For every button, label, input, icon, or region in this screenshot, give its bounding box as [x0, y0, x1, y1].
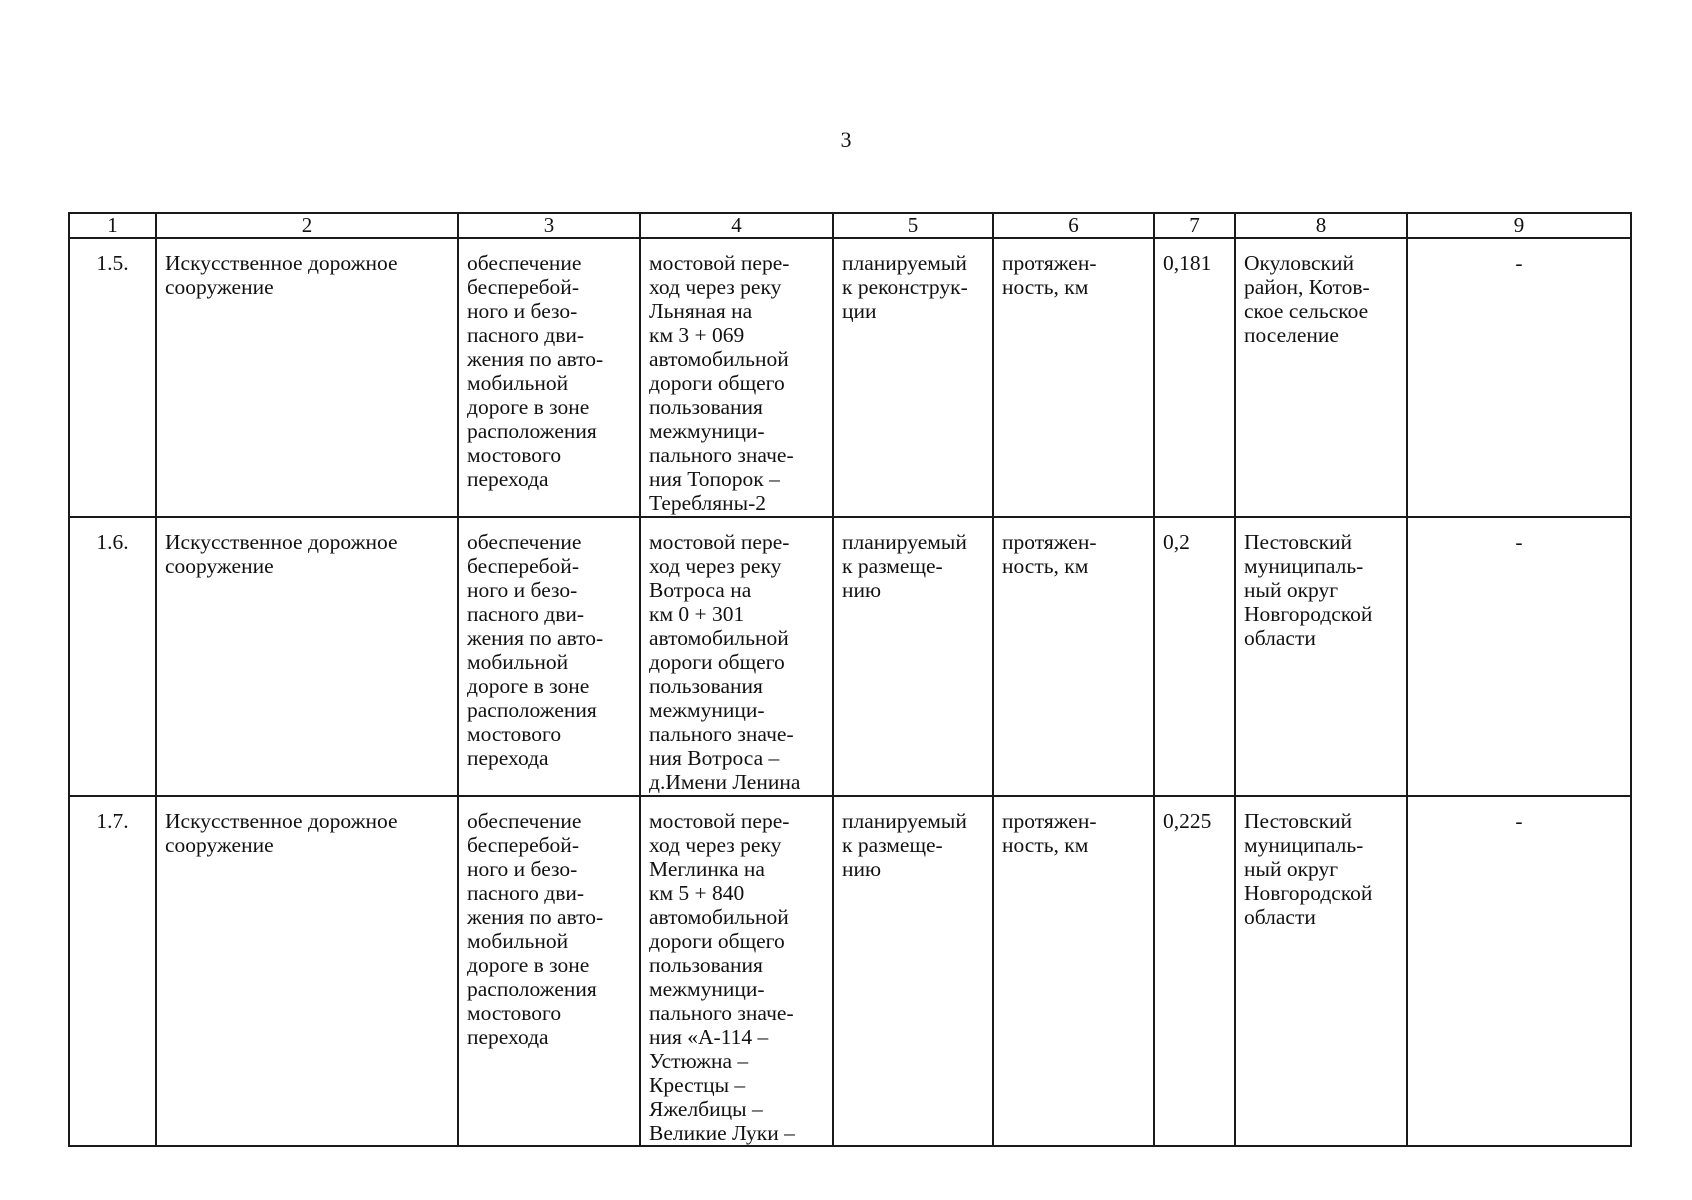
purpose-line: расположения: [467, 698, 597, 722]
table-row: [69, 238, 1631, 517]
location-line: Устюжна –: [649, 1049, 749, 1073]
object-name-cell: [156, 796, 458, 1146]
location-line: Крестцы –: [649, 1073, 746, 1097]
purpose-line: мобильной: [467, 371, 569, 395]
location-line: межмуници-: [649, 698, 765, 722]
purpose-cell: [458, 238, 640, 517]
location-line: межмуници-: [649, 419, 765, 443]
purpose-line: расположения: [467, 419, 597, 443]
location-line: ход через реку: [649, 275, 782, 299]
location-line: ход через реку: [649, 833, 782, 857]
object-name-line: сооружение: [165, 833, 274, 857]
purpose-line: жения по авто-: [467, 905, 604, 929]
object-name-line: Искусственное дорожное: [165, 251, 398, 275]
purpose-line: мобильной: [467, 650, 569, 674]
location-line: пального значе-: [649, 722, 794, 746]
purpose-line: дороге в зоне: [467, 674, 590, 698]
characteristic-line: ность, км: [1002, 275, 1089, 299]
area-line: район, Котов-: [1244, 275, 1370, 299]
area-line: Пестовский: [1244, 809, 1353, 833]
status-cell: [833, 238, 993, 517]
page-number: 3: [840, 127, 852, 152]
location-line: Теребляны-2: [649, 491, 767, 515]
status-line: к реконструк-: [842, 275, 968, 299]
location-line: пального значе-: [649, 443, 794, 467]
location-line: км 3 + 069: [649, 323, 745, 347]
table-row: [69, 517, 1631, 796]
area-line: области: [1244, 626, 1316, 650]
document-table: [68, 212, 1632, 1147]
location-line: Льняная на: [649, 299, 753, 323]
area-line: ское сельское: [1244, 299, 1369, 323]
status-cell: [833, 517, 993, 796]
value-cell: 0,225: [1154, 796, 1235, 1146]
object-name-line: Искусственное дорожное: [165, 530, 398, 554]
characteristic-cell: [993, 238, 1154, 517]
purpose-line: перехода: [467, 1025, 549, 1049]
table-row: [69, 796, 1631, 1146]
purpose-line: обеспечение: [467, 251, 582, 275]
purpose-line: дороге в зоне: [467, 395, 590, 419]
status-line: нию: [842, 578, 882, 602]
area-line: Новгородской: [1244, 602, 1373, 626]
area-line: ный округ: [1244, 857, 1339, 881]
object-name-cell: [156, 238, 458, 517]
area-line: поселение: [1244, 323, 1339, 347]
purpose-line: бесперебой-: [467, 275, 579, 299]
location-line: ния Вотроса –: [649, 746, 780, 770]
characteristic-line: протяжен-: [1002, 251, 1097, 275]
location-line: Великие Луки –: [649, 1121, 795, 1145]
purpose-line: мобильной: [467, 929, 569, 953]
location-line: ход через реку: [649, 554, 782, 578]
location-line: Яжелбицы –: [649, 1097, 763, 1121]
column-header: 6: [993, 213, 1154, 238]
location-line: пользования: [649, 953, 763, 977]
area-cell: [1235, 238, 1407, 517]
purpose-cell: [458, 517, 640, 796]
purpose-line: перехода: [467, 746, 549, 770]
purpose-line: обеспечение: [467, 530, 582, 554]
characteristic-cell: [993, 517, 1154, 796]
table-header-row: [69, 213, 1631, 238]
location-cell: [640, 517, 833, 796]
location-line: межмуници-: [649, 977, 765, 1001]
column-header: 5: [833, 213, 993, 238]
location-line: ния Топорок –: [649, 467, 780, 491]
value-cell: 0,2: [1154, 517, 1235, 796]
area-line: Пестовский: [1244, 530, 1353, 554]
area-line: Новгородской: [1244, 881, 1373, 905]
location-cell: [640, 238, 833, 517]
purpose-line: обеспечение: [467, 809, 582, 833]
location-line: автомобильной: [649, 347, 789, 371]
purpose-line: пасного дви-: [467, 881, 585, 905]
area-line: ный округ: [1244, 578, 1339, 602]
status-cell: [833, 796, 993, 1146]
area-line: муниципаль-: [1244, 554, 1364, 578]
area-line: муниципаль-: [1244, 833, 1364, 857]
purpose-line: перехода: [467, 467, 549, 491]
location-line: Меглинка на: [649, 857, 765, 881]
location-line: пального значе-: [649, 1001, 794, 1025]
location-line: автомобильной: [649, 626, 789, 650]
location-line: км 5 + 840: [649, 881, 745, 905]
purpose-line: ного и безо-: [467, 299, 578, 323]
column-header: 8: [1235, 213, 1407, 238]
zone-cell: -: [1407, 238, 1631, 517]
status-line: к размеще-: [842, 833, 943, 857]
characteristic-cell: [993, 796, 1154, 1146]
characteristic-line: ность, км: [1002, 833, 1089, 857]
value-cell: 0,181: [1154, 238, 1235, 517]
area-line: Окуловский: [1244, 251, 1354, 275]
location-line: ния «А-114 –: [649, 1025, 769, 1049]
status-line: планируемый: [842, 809, 967, 833]
row-number-cell: 1.5.: [69, 238, 156, 517]
location-line: мостовой пере-: [649, 809, 790, 833]
purpose-line: пасного дви-: [467, 602, 585, 626]
characteristic-line: протяжен-: [1002, 809, 1097, 833]
location-line: дороги общего: [649, 929, 785, 953]
purpose-line: бесперебой-: [467, 833, 579, 857]
location-line: мостовой пере-: [649, 251, 790, 275]
row-number-cell: 1.6.: [69, 517, 156, 796]
object-name-line: сооружение: [165, 275, 274, 299]
purpose-line: бесперебой-: [467, 554, 579, 578]
purpose-line: ного и безо-: [467, 578, 578, 602]
purpose-line: жения по авто-: [467, 347, 604, 371]
area-cell: [1235, 517, 1407, 796]
purpose-line: жения по авто-: [467, 626, 604, 650]
characteristic-line: ность, км: [1002, 554, 1089, 578]
purpose-line: мостового: [467, 443, 562, 467]
object-name-line: сооружение: [165, 554, 274, 578]
location-line: км 0 + 301: [649, 602, 745, 626]
column-header: 9: [1407, 213, 1631, 238]
status-line: к размеще-: [842, 554, 943, 578]
location-line: Вотроса на: [649, 578, 752, 602]
column-header: 1: [69, 213, 156, 238]
location-line: мостовой пере-: [649, 530, 790, 554]
area-cell: [1235, 796, 1407, 1146]
location-cell: [640, 796, 833, 1146]
location-line: дороги общего: [649, 650, 785, 674]
status-line: ции: [842, 299, 877, 323]
object-name-cell: [156, 517, 458, 796]
purpose-line: расположения: [467, 977, 597, 1001]
zone-cell: -: [1407, 796, 1631, 1146]
status-line: планируемый: [842, 530, 967, 554]
purpose-cell: [458, 796, 640, 1146]
status-line: планируемый: [842, 251, 967, 275]
object-name-line: Искусственное дорожное: [165, 809, 398, 833]
column-header: 4: [640, 213, 833, 238]
area-line: области: [1244, 905, 1316, 929]
purpose-line: пасного дви-: [467, 323, 585, 347]
column-header: 3: [458, 213, 640, 238]
status-line: нию: [842, 857, 882, 881]
purpose-line: дороге в зоне: [467, 953, 590, 977]
column-header: 7: [1154, 213, 1235, 238]
location-line: пользования: [649, 395, 763, 419]
purpose-line: мостового: [467, 1001, 562, 1025]
column-header: 2: [156, 213, 458, 238]
characteristic-line: протяжен-: [1002, 530, 1097, 554]
location-line: пользования: [649, 674, 763, 698]
location-line: дороги общего: [649, 371, 785, 395]
purpose-line: ного и безо-: [467, 857, 578, 881]
location-line: автомобильной: [649, 905, 789, 929]
purpose-line: мостового: [467, 722, 562, 746]
row-number-cell: 1.7.: [69, 796, 156, 1146]
location-line: д.Имени Ленина: [649, 770, 801, 794]
zone-cell: -: [1407, 517, 1631, 796]
